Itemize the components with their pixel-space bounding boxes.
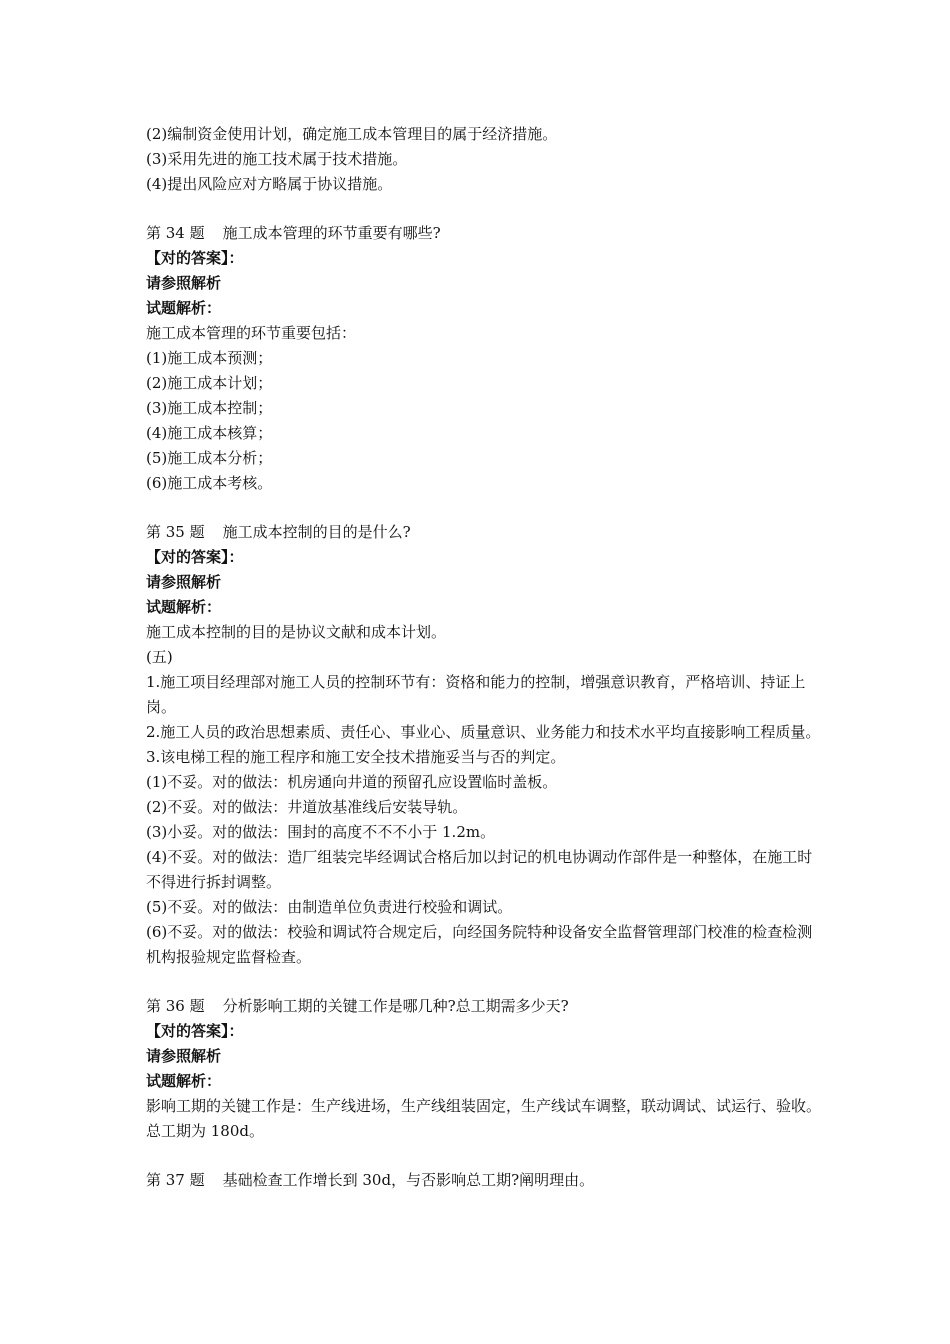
analysis-line: (4)施工成本核算； [146,424,273,442]
answer-label: 【对的答案】： [146,249,244,267]
intro-line: (2)编制资金使用计划，确定施工成本管理目的属于经济措施。 [146,125,558,143]
analysis-line: (5)施工成本分析； [146,449,273,467]
analysis-line: (3)施工成本控制； [146,399,273,417]
answer-text: 请参照解析 [146,274,222,292]
answer-label: 【对的答案】： [146,1022,244,1040]
analysis-line: 3.该电梯工程的施工程序和施工安全技术措施妥当与否的判定。 [146,748,566,766]
question-text: 施工成本管理的环节重要有哪些? [222,224,441,242]
question-heading [146,1168,826,1193]
analysis-paragraph: 1.施工项目经理部对施工人员的控制环节有：资格和能力的控制，增强意识教育，严格培训、持证上岗。 [146,673,806,716]
analysis-paragraph: 影响工期的关键工作是：生产线进场，生产线组装固定，生产线试车调整，联动调试、试运行、验收。总工期为 180d。 [146,1097,822,1140]
question-text: 基础检查工作增长到 30d，与否影响总工期?阐明理由。 [222,1171,595,1189]
analysis-label: 试题解析： [146,299,222,317]
question-number: 第 36 题 [146,997,205,1015]
analysis-line: (1)不妥。对的做法：机房通向井道的预留孔应设置临时盖板。 [146,773,558,791]
analysis-line: (1)施工成本预测； [146,349,273,367]
analysis-line: 施工成本控制的目的是协议文献和成本计划。 [146,623,447,641]
document-page [146,122,826,1193]
analysis-line: (2)不妥。对的做法：井道放基准线后安装导轨。 [146,798,468,816]
analysis-line: (2)施工成本计划； [146,374,273,392]
question-text: 施工成本控制的目的是什么? [222,523,411,541]
question-text: 分析影响工期的关键工作是哪几种?总工期需多少天? [222,997,569,1015]
answer-label: 【对的答案】： [146,548,244,566]
analysis-paragraph: 2.施工人员的政治思想素质、责任心、事业心、质量意识、业务能力和技术水平均直接影响工程质量。 [146,723,821,741]
analysis-line: (3)小妥。对的做法：围封的高度不不不小于 1.2m。 [146,823,496,841]
question-number: 第 35 题 [146,523,205,541]
analysis-line: 施工成本管理的环节重要包括： [146,324,357,342]
question-heading [146,221,826,246]
analysis-paragraph: (6)不妥。对的做法：校验和调试符合规定后，向经国务院特种设备安全监督管理部门校准的检查检测机构报验规定监督检查。 [146,923,813,966]
question-heading [146,994,826,1019]
analysis-label: 试题解析： [146,1072,222,1090]
answer-text: 请参照解析 [146,573,222,591]
analysis-line: (6)施工成本考核。 [146,474,273,492]
analysis-label: 试题解析： [146,598,222,616]
answer-text: 请参照解析 [146,1047,222,1065]
section-marker: (五) [146,648,173,666]
question-number: 第 34 题 [146,224,205,242]
intro-line: (4)提出风险应对方略属于协议措施。 [146,175,393,193]
analysis-paragraph: (4)不妥。对的做法：造厂组装完毕经调试合格后加以封记的机电协调动作部件是一种整体，在施工时不得进行拆封调整。 [146,848,813,891]
question-heading [146,520,826,545]
question-number: 第 37 题 [146,1171,205,1189]
intro-line: (3)采用先进的施工技术属于技术措施。 [146,150,408,168]
analysis-line: (5)不妥。对的做法：由制造单位负责进行校验和调试。 [146,898,513,916]
